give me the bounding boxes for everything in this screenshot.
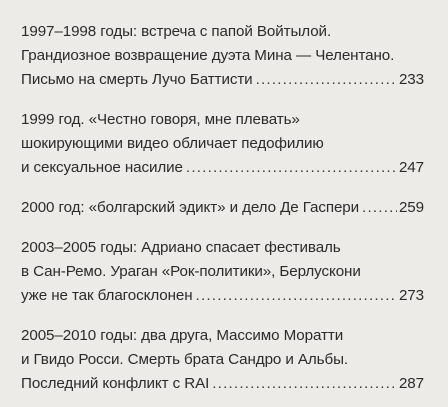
toc-entry-text: Последний конфликт с RAI — [21, 375, 210, 392]
toc-page-number: 259 — [398, 199, 424, 216]
dot-leader — [196, 284, 397, 308]
toc-entry-line — [21, 44, 424, 68]
toc-entry — [21, 20, 424, 92]
toc-entry-last-line — [21, 196, 424, 220]
toc-entry-last-line — [21, 284, 424, 308]
toc-entry-line — [21, 348, 424, 372]
toc-entry — [21, 108, 424, 180]
toc-page-number: 247 — [398, 159, 424, 176]
toc-entry-line — [21, 324, 424, 348]
toc-entry-last-line — [21, 156, 424, 180]
toc-entry-text: 2003–2005 годы: Адриано спасает фестиваль — [21, 239, 341, 256]
toc-entry-line — [21, 20, 424, 44]
dot-leader — [186, 156, 397, 180]
dot-leader — [362, 196, 397, 220]
toc-entry-text: уже не так благосклонен — [21, 287, 193, 304]
toc-entry — [21, 236, 424, 308]
toc-entry-text: и Гвидо Росси. Смерть брата Сандро и Альбы. — [21, 351, 349, 368]
toc-entry-text: Грандиозное возвращение дуэта Мина — Челентано. — [21, 47, 395, 64]
toc-entry — [21, 324, 424, 396]
toc-entry-line — [21, 260, 424, 284]
toc-entry-text: в Сан-Ремо. Ураган «Рок-политики», Берлускони — [21, 263, 361, 280]
toc-entry-text: 2000 год: «болгарский эдикт» и дело Де Гаспери — [21, 199, 360, 216]
toc-entry-text: Письмо на смерть Лучо Баттисти — [21, 71, 253, 88]
toc-entry-line — [21, 108, 424, 132]
toc-entry-line — [21, 236, 424, 260]
toc-entry-text: 2005–2010 годы: два друга, Массимо Моратти — [21, 327, 344, 344]
toc-entry — [21, 196, 424, 220]
toc-entry-text: шокирующими видео обличает педофилию — [21, 135, 324, 152]
toc-page-number: 287 — [398, 375, 424, 392]
toc-entry-text: 1997–1998 годы: встреча с папой Войтылой. — [21, 23, 332, 40]
toc-entry-last-line — [21, 372, 424, 396]
toc-entry-last-line — [21, 68, 424, 92]
toc-entry-text: и сексуальное насилие — [21, 159, 183, 176]
toc-entry-text: 1999 год. «Честно говоря, мне плевать» — [21, 111, 300, 128]
dot-leader — [256, 68, 397, 92]
toc-page-number: 233 — [398, 71, 424, 88]
dot-leader — [212, 372, 397, 396]
toc-entry-line — [21, 132, 424, 156]
toc-page-number: 273 — [398, 287, 424, 304]
